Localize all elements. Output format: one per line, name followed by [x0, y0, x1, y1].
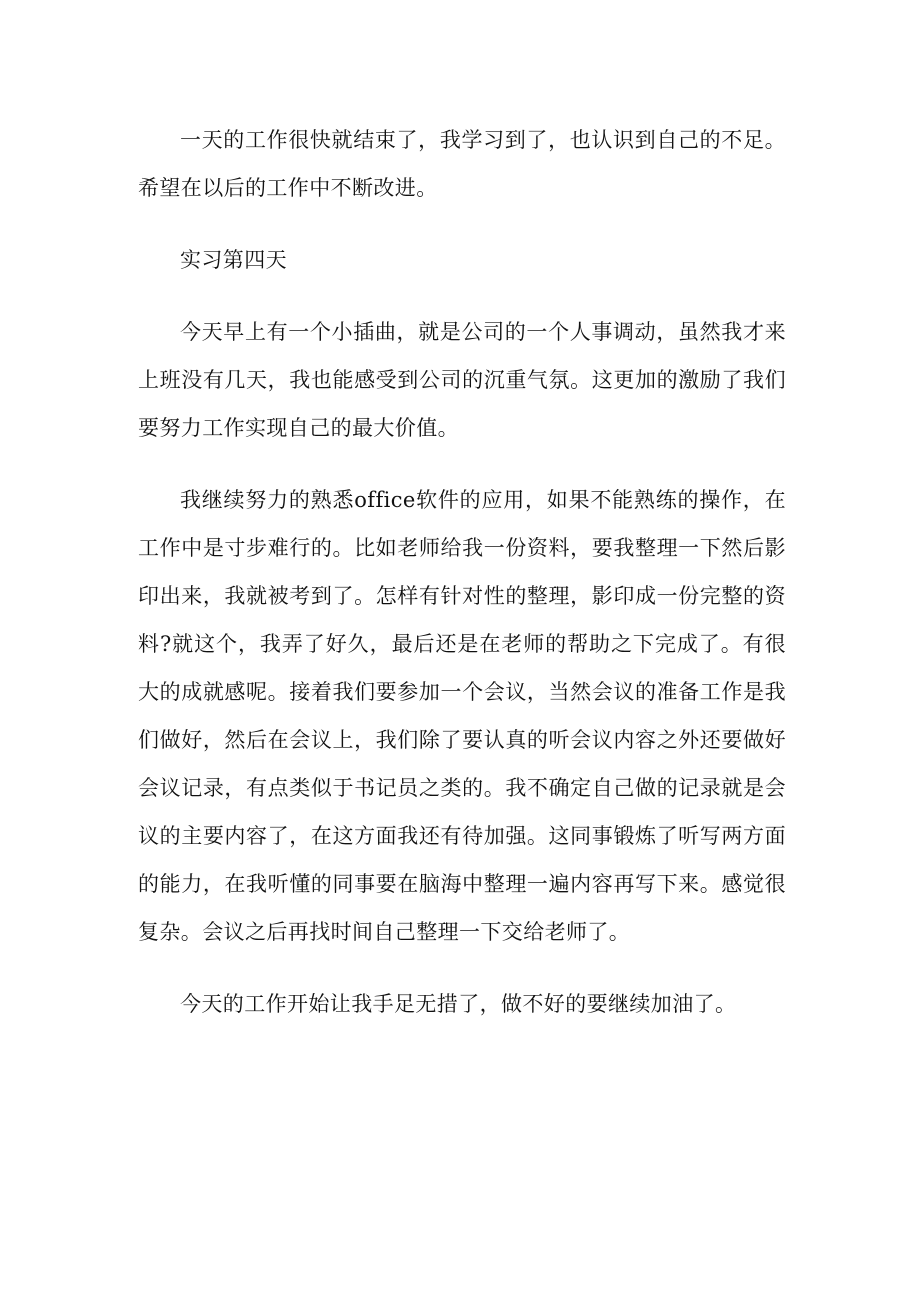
paragraph-gap — [138, 284, 786, 308]
paragraph-morning-episode: 今天早上有一个小插曲，就是公司的一个人事调动，虽然我才来上班没有几天，我也能感受到公司的沉重气氛。这更加的激励了我们要努力工作实现自己的最大价值。 — [138, 320, 786, 440]
document-body — [138, 116, 786, 1028]
section-heading-day-four: 实习第四天 — [180, 248, 287, 272]
paragraph-gap — [138, 956, 786, 980]
paragraph-gap — [138, 452, 786, 476]
paragraph-gap — [138, 212, 786, 236]
paragraph-office-work: 我继续努力的熟悉office软件的应用，如果不能熟练的操作，在工作中是寸步难行的。比如老师给我一份资料，要我整理一下然后影印出来，我就被考到了。怎样有针对性的整理，影印成一份完整的资料?就这个，我弄了好久，最后还是在老师的帮助之下完成了。有很大的成就感呢。接着我们要参加一个会议，当然会议的准备工作是我们做好，然后在会议上，我们除了要认真的听会议内容之外还要做好会议记录，有点类似于书记员之类的。我不确定自己做的记录就是会议的主要内容了，在这方面我还有待加强。这同事锻炼了听写两方面的能力，在我听懂的同事要在脑海中整理一遍内容再写下来。感觉很复杂。会议之后再找时间自己整理一下交给老师了。 — [138, 488, 786, 944]
paragraph-day-summary: 一天的工作很快就结束了，我学习到了，也认识到自己的不足。希望在以后的工作中不断改进。 — [138, 128, 786, 200]
paragraph-closing: 今天的工作开始让我手足无措了，做不好的要继续加油了。 — [180, 992, 737, 1016]
